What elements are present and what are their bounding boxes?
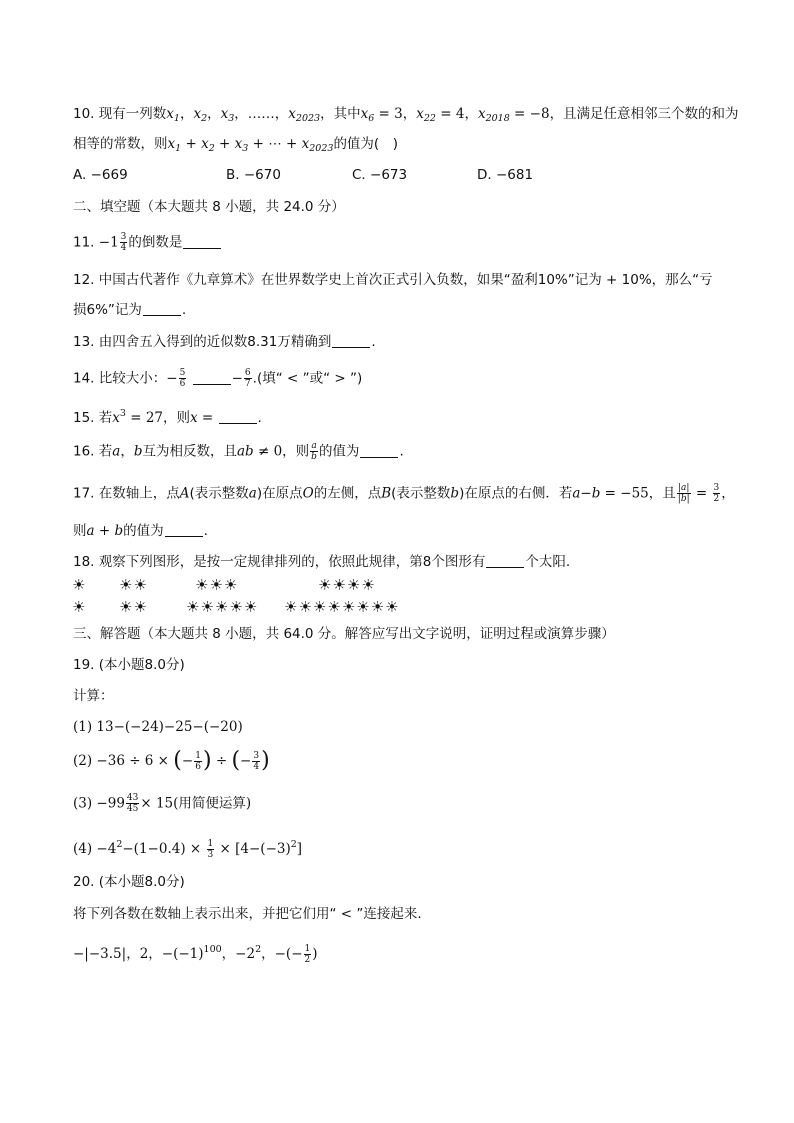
q10-text-c: ，且满足任意相邻三个数的和为: [549, 106, 739, 122]
sun-icon: ☀: [332, 576, 347, 594]
q15-text-b: ，则: [163, 410, 191, 426]
q16-blank[interactable]: [360, 443, 398, 458]
q10-text-a: 10. 现有一列数: [73, 106, 167, 122]
sun-icon: ☀: [356, 598, 371, 616]
sun-icon: ☀: [284, 598, 299, 616]
q19-part1: (1) 13−(−24)−25−(−20): [73, 719, 243, 735]
sun-icon: ☀: [214, 598, 230, 616]
q18-text-a: 18. 观察下列图形，是按一定规律排列的，依照此规律，第8个图形有: [73, 554, 486, 570]
sun-icon: ☀: [119, 598, 134, 616]
q19-p2-text-b: ÷: [215, 753, 228, 769]
sun-icon: ☀: [133, 576, 148, 594]
sun-icon: ☀: [385, 598, 400, 616]
sun-icon: ☀: [341, 598, 357, 616]
sun-icon: ☀: [223, 576, 239, 594]
sun-icon: ☀: [346, 576, 362, 594]
sun-icon: ☀: [312, 598, 328, 616]
q17-text-c: )在原点: [256, 485, 303, 502]
sun-icon: ☀: [72, 576, 87, 594]
q10-option-d: D. −681: [477, 167, 534, 183]
q17-text-b2: (表示整数: [391, 485, 451, 502]
q19-p4-text-b: −(1−0.4) ×: [122, 841, 202, 857]
sun-icon: ☀: [195, 576, 210, 594]
q15-text-c: .: [257, 410, 262, 426]
q14-blank[interactable]: [193, 370, 231, 385]
q19-instruction: 计算：: [73, 688, 114, 704]
q15-blank[interactable]: [219, 409, 257, 424]
q10-line2: 相等的常数，则$x_1 + x_2 + x_3$ + ⋯ + $x_{2023}$的值为( ): [73, 136, 398, 154]
q11-prefix: 11.: [73, 234, 99, 251]
sun-icon: ☀: [186, 598, 201, 616]
q19-part3: (3) −99 $\frac{43}{45}$ × 15(用简便运算): [73, 793, 252, 814]
sun-icon: ☀: [229, 598, 244, 616]
q17-text-i: .: [203, 523, 208, 539]
q19-p4-text-c: × [4−(−3): [219, 841, 291, 857]
sun-group-4-bottom: [284, 598, 400, 616]
q13-blank[interactable]: [332, 333, 370, 348]
q16-text-d: ，则: [282, 443, 310, 460]
q17-text-d: 的左侧，点: [313, 485, 382, 502]
q18-blank[interactable]: [486, 553, 524, 568]
q19-part2: (2) −36 ÷ 6 × (− $\frac{1}{6}$ ) ÷ (− $\frac{3}{4}$ ): [73, 748, 270, 773]
sun-group-4-top: [318, 576, 376, 594]
q10-text-e: 的值为( ): [333, 136, 398, 152]
q10-option-b: B. −670: [226, 167, 281, 183]
q17-blank[interactable]: [165, 522, 203, 537]
q10-line1: 10. 现有一列数$x_1$，$x_2$，$x_3$，……，$x_{2023}$，其中$x_6 = 3$，$x_{22} = 4$，$x_{2018} = -8$，且满足任意相邻三个数的和为: [73, 106, 739, 124]
sun-group-3-top: [195, 576, 238, 594]
q16-text-a: 16. 若: [73, 443, 113, 460]
q14-text-a: 14. 比较大小：: [73, 370, 167, 387]
q19-title: 19. (本小题8.0分): [73, 657, 185, 673]
q12-text-b: .: [181, 302, 187, 318]
q16-text-f: .: [399, 443, 404, 460]
sun-group-1-top: [72, 576, 86, 594]
q17-text-g: 则: [73, 523, 87, 539]
q12-text-a: 损6%”记为: [73, 302, 142, 318]
q17-text-h: 的值为: [123, 523, 164, 539]
sun-icon: ☀: [243, 598, 259, 616]
sun-group-2-bottom: [119, 598, 148, 616]
sun-icon: ☀: [298, 598, 313, 616]
sun-icon: ☀: [119, 576, 134, 594]
q17-text-b: (表示整数: [189, 485, 249, 502]
q20-numbers-c: ，−(−: [261, 946, 303, 962]
q15: 15. 若$x^3 = 27$，则x = .: [73, 408, 262, 426]
section3-heading: 三、解答题（本大题共 8 小题，共 64.0 分。解答应写出文字说明，证明过程或演算步骤）: [73, 626, 615, 642]
q17-line1: 17. 在数轴上，点A(表示整数a)在原点O的左侧，点B(表示整数b)在原点的右侧．若a−b = −55，且 $\frac{|a|}{|b|}$ = $\frac{3}{2}$ ，: [73, 483, 735, 504]
q10-text-b: ，其中: [320, 106, 361, 122]
q12-line2: [73, 300, 734, 320]
q14-text-b: .(填“ < ”或“ > ”): [252, 370, 363, 387]
sun-icon: ☀: [327, 598, 342, 616]
q20-numbers-a: −|−3.5|，2，−(−1): [73, 946, 204, 962]
q16-text-e: 的值为: [318, 443, 360, 460]
q17-line2: 则a + b的值为 .: [73, 523, 208, 539]
q18: [73, 552, 734, 572]
section2-heading: 二、填空题（本大题共 8 小题，共 24.0 分）: [73, 199, 345, 215]
sun-icon: ☀: [370, 598, 386, 616]
sun-group-2-top: [119, 576, 148, 594]
q20-instruction: 将下列各数在数轴上表示出来，并把它们用“ < ”连接起来.: [73, 906, 422, 922]
q19-p4-text-a: (4) −4: [73, 841, 117, 857]
q19-p3-text-a: (3) −99: [73, 795, 125, 812]
q17-text-a: 17. 在数轴上，点: [73, 485, 180, 502]
q19-p3-text-b: × 15(用简便运算): [140, 795, 252, 812]
q20-numbers: −|−3.5|，2，$-(-1)^{100}$，$-2^2$，−(− $\frac{1}{2}$ ): [73, 943, 318, 965]
q10-text-d: 相等的常数，则: [73, 136, 168, 152]
sun-icon: ☀: [318, 576, 333, 594]
sun-icon: ☀: [72, 598, 87, 616]
q16-text-c: 互为相反数，且: [142, 443, 237, 460]
q16: 16. 若a，b互为相反数，且ab ≠ 0，则 $\frac{a}{b}$ 的值为 .: [73, 441, 404, 462]
q15-text-a: 15. 若: [73, 410, 113, 426]
q12-blank[interactable]: [143, 301, 181, 316]
q13-text-b: .: [371, 334, 376, 350]
q11-suffix: 的倒数是: [128, 234, 183, 251]
sun-icon: ☀: [200, 598, 215, 616]
q10-option-a: A. −669: [73, 167, 128, 183]
q14: 14. 比较大小：− $\frac{5}{6}$ − $\frac{6}{7}$ .(填“ < ”或“ > ”): [73, 368, 363, 389]
sun-icon: ☀: [133, 598, 148, 616]
sun-group-3-bottom: [186, 598, 258, 616]
sun-group-1-bottom: [72, 598, 86, 616]
q16-text-b: ，: [120, 443, 134, 460]
sun-icon: ☀: [209, 576, 224, 594]
q13-text-a: 13. 由四舍五入得到的近似数8.31万精确到: [73, 334, 332, 350]
sun-icon: ☀: [361, 576, 376, 594]
q20-numbers-b: ，−2: [221, 946, 256, 962]
q10-option-c: C. −673: [352, 167, 408, 183]
q12-line1: 12. 中国古代著作《九章算术》在世界数学史上首次正式引入负数，如果“盈利10%”记为 + 10%，那么“亏: [73, 272, 713, 288]
q17-text-f: ，且: [648, 485, 676, 502]
q19-part4: $(4) -4^2-(1-0.4)$ × $\frac{1}{3}$ × $[4-(-3)^2]$: [73, 838, 303, 860]
q13: [73, 332, 734, 352]
q19-p2-text-a: (2) −36 ÷ 6 ×: [73, 753, 169, 769]
q19-p4-text-d: ]: [296, 841, 303, 857]
q18-text-b: 个太阳.: [525, 554, 571, 570]
q20-title: 20. (本小题8.0分): [73, 874, 185, 890]
q11: 11. −1 $\frac{3}{4}$ 的倒数是: [73, 232, 734, 253]
q11-blank[interactable]: [183, 234, 221, 249]
q17-text-e: )在原点的右侧．若: [459, 485, 573, 502]
